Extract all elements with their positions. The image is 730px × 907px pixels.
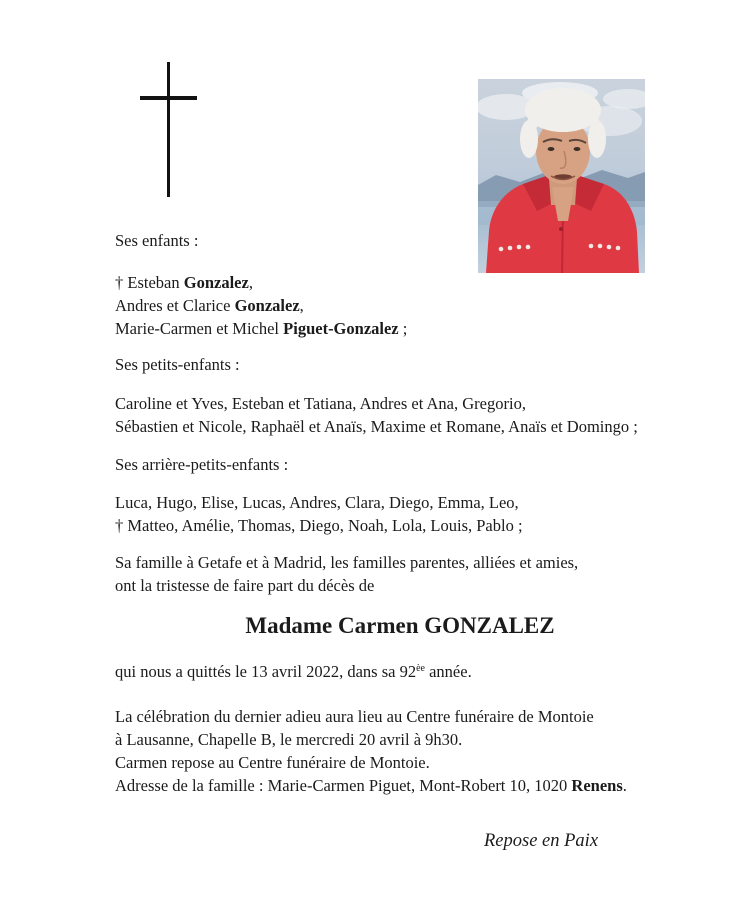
announcement-text bbox=[115, 552, 578, 597]
announcement-line: Sa famille à Getafe et à Madrid, les familles parentes, alliées et amies, bbox=[115, 553, 579, 572]
section-heading-grandchildren: Ses petits-enfants : bbox=[115, 355, 240, 374]
closing-phrase: Repose en Paix bbox=[484, 831, 599, 851]
deceased-name: Madame Carmen GONZALEZ bbox=[245, 613, 555, 638]
announcement-line: ont la tristesse de faire part du décès de bbox=[115, 575, 375, 595]
ceremony-line: à Lausanne, Chapelle B, le mercredi 20 avril à 9h30. bbox=[115, 730, 463, 749]
section-heading-children: Ses enfants : bbox=[115, 231, 199, 250]
great-grandchildren-line: † Matteo, Amélie, Thomas, Diego, Noah, Lola, Louis, Pablo ; bbox=[115, 515, 523, 535]
latin-cross-icon bbox=[140, 62, 197, 197]
children-line: Andres et Clarice Gonzalez, bbox=[115, 296, 304, 315]
grandchildren-line: Sébastien et Nicole, Raphaël et Anaïs, Maxime et Romane, Anaïs et Domingo ; bbox=[115, 416, 638, 436]
cross-horizontal-bar bbox=[140, 96, 197, 100]
ceremony-line: La célébration du dernier adieu aura lieu au Centre funéraire de Montoie bbox=[115, 707, 594, 726]
great-grandchildren-list bbox=[115, 492, 523, 537]
section-heading-great-grandchildren: Ses arrière-petits-enfants : bbox=[115, 455, 289, 474]
death-date-age-line: qui nous a quittés le 13 avril 2022, dans sa $92^{èe}$ année. bbox=[115, 662, 472, 681]
cross-vertical-bar bbox=[167, 62, 170, 197]
children-line: † Esteban Gonzalez, bbox=[115, 273, 253, 292]
deceased-portrait-photo bbox=[478, 79, 645, 273]
great-grandchildren-line: Luca, Hugo, Elise, Lucas, Andres, Clara, Diego, Emma, Leo, bbox=[115, 493, 519, 512]
ceremony-details bbox=[115, 705, 627, 797]
family-address-line: Adresse de la famille : Marie-Carmen Piguet, Mont-Robert 10, 1020 Renens. bbox=[115, 776, 627, 795]
portrait-illustration bbox=[478, 79, 645, 273]
grandchildren-list bbox=[115, 393, 638, 438]
grandchildren-line: Caroline et Yves, Esteban et Tatiana, Andres et Ana, Gregorio, bbox=[115, 394, 526, 413]
ceremony-line: Carmen repose au Centre funéraire de Montoie. bbox=[115, 753, 430, 772]
children-line: Marie-Carmen et Michel Piguet-Gonzalez ; bbox=[115, 319, 408, 338]
children-list bbox=[115, 271, 407, 340]
